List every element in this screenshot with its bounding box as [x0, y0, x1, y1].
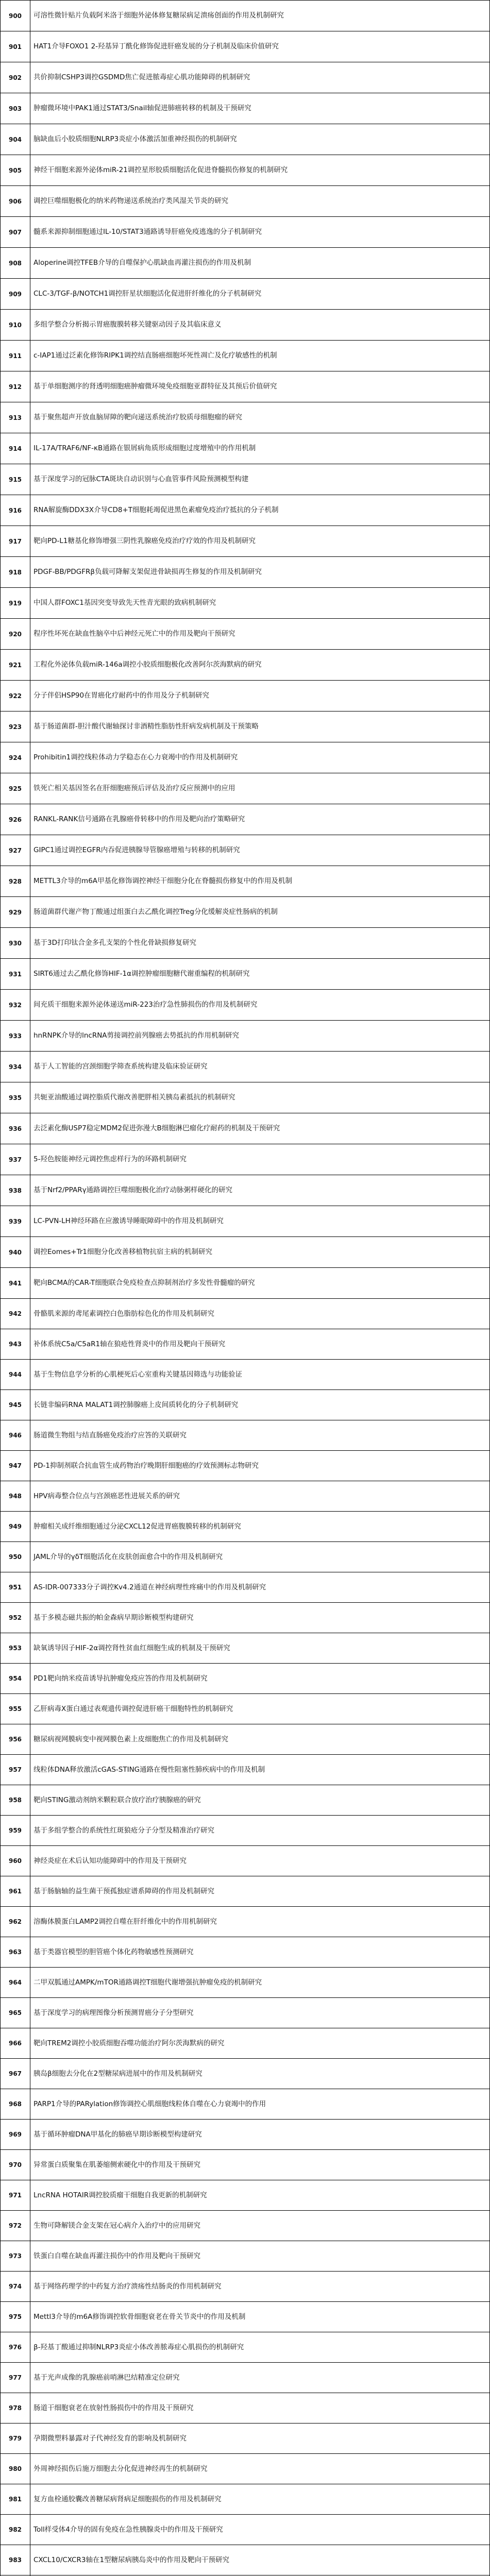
- project-title: AS-IDR-007333分子调控Kv4.2通道在神经病理性疼痛中的作用及机制研究: [30, 1572, 490, 1603]
- project-title: 共价抑制CSHP3调控GSDMD焦亡促进脓毒症心肌功能障碍的机制研究: [30, 62, 490, 93]
- row-number: 983: [1, 2545, 30, 2575]
- table-row: [1, 804, 490, 835]
- table-row: [1, 959, 490, 990]
- row-number: 910: [1, 310, 30, 341]
- row-number: 911: [1, 341, 30, 371]
- row-number: 960: [1, 1846, 30, 1876]
- row-number: 981: [1, 2484, 30, 2515]
- row-number: 967: [1, 2059, 30, 2089]
- row-number: 903: [1, 93, 30, 124]
- table-row: [1, 1052, 490, 1082]
- project-title: 髓系来源抑制细胞通过IL-10/STAT3通路诱导肝癌免疫逃逸的分子机制研究: [30, 217, 490, 248]
- row-number: 925: [1, 773, 30, 804]
- project-title: IL-17A/TRAF6/NF-κB通路在银屑病角质形成细胞过度增殖中的作用机制: [30, 433, 490, 464]
- table-row: [1, 1724, 490, 1755]
- table-row: [1, 1603, 490, 1633]
- row-number: 942: [1, 1299, 30, 1329]
- project-title: HPV病毒整合位点与宫颈癌恶性进展关系的研究: [30, 1481, 490, 1512]
- row-number: 924: [1, 742, 30, 773]
- project-title: β-羟基丁酸通过抑制NLRP3炎症小体改善脓毒症心肌损伤的机制研究: [30, 2332, 490, 2363]
- project-title: RANKL-RANK信号通路在乳腺癌骨转移中的作用及靶向治疗策略研究: [30, 804, 490, 835]
- table-row: [1, 1021, 490, 1052]
- project-title: 基于生物信息学分析的心肌梗死后心室重构关键基因筛选与功能验证: [30, 1360, 490, 1390]
- table-row: [1, 1816, 490, 1846]
- row-number: 978: [1, 2393, 30, 2424]
- table-row: [1, 866, 490, 897]
- row-number: 916: [1, 495, 30, 526]
- table-row: [1, 2545, 490, 2575]
- project-title: 长链非编码RNA MALAT1调控肺腺癌上皮间质转化的分子机制研究: [30, 1390, 490, 1420]
- table-row: [1, 1633, 490, 1664]
- table-row: [1, 2332, 490, 2363]
- row-number: 943: [1, 1329, 30, 1360]
- table-row: [1, 464, 490, 495]
- table-row: [1, 1144, 490, 1175]
- project-title: 中国人群FOXC1基因突变导致先天性青光眼的致病机制研究: [30, 588, 490, 619]
- project-title: 肠道微生物组与结直肠癌免疫治疗应答的关联研究: [30, 1420, 490, 1451]
- table-row: [1, 1451, 490, 1481]
- table-row: [1, 217, 490, 248]
- row-number: 957: [1, 1755, 30, 1785]
- row-number: 905: [1, 155, 30, 186]
- project-title: 孕期微塑料暴露对子代神经发育的影响及机制研究: [30, 2424, 490, 2454]
- row-number: 961: [1, 1876, 30, 1907]
- project-title: 基于3D打印钛合金多孔支架的个性化骨缺损修复研究: [30, 928, 490, 959]
- row-number: 934: [1, 1052, 30, 1082]
- row-number: 979: [1, 2424, 30, 2454]
- project-title: Aloperine调控TFEB介导的自噬保护心肌缺血再灌注损伤的作用及机制: [30, 248, 490, 279]
- project-title: HAT1介导FOXO1 2-羟基异丁酰化修饰促进肝癌发展的分子机制及临床价值研究: [30, 31, 490, 62]
- row-number: 954: [1, 1664, 30, 1694]
- project-title: 调控巨噬细胞极化的纳米药物递送系统治疗类风湿关节炎的研究: [30, 186, 490, 217]
- row-number: 902: [1, 62, 30, 93]
- project-title: 胰岛β细胞去分化在2型糖尿病进展中的作用及机制研究: [30, 2059, 490, 2089]
- row-number: 972: [1, 2211, 30, 2241]
- project-title: 5-羟色胺能神经元调控焦虑样行为的环路机制研究: [30, 1144, 490, 1175]
- project-title: JAML介导的γδT细胞活化在皮肤创面愈合中的作用及机制研究: [30, 1542, 490, 1572]
- project-title: 程序性坏死在缺血性脑卒中后神经元死亡中的作用及靶向干预研究: [30, 619, 490, 650]
- table-body: [1, 1, 490, 2576]
- table-row: [1, 990, 490, 1021]
- row-number: 955: [1, 1694, 30, 1724]
- table-row: [1, 1572, 490, 1603]
- project-title: 分子伴侣HSP90在胃癌化疗耐药中的作用及分子机制研究: [30, 681, 490, 711]
- project-title: PARP1介导的PARylation修饰调控心肌细胞线粒体自噬在心力衰竭中的作用: [30, 2089, 490, 2120]
- table-row: [1, 2454, 490, 2484]
- table-row: [1, 62, 490, 93]
- row-number: 901: [1, 31, 30, 62]
- project-title: 基于类器官模型的胆管癌个体化药物敏感性预测研究: [30, 1937, 490, 1968]
- row-number: 918: [1, 557, 30, 588]
- project-title: SIRT6通过去乙酰化修饰HIF-1α调控肿瘤细胞糖代谢重编程的机制研究: [30, 959, 490, 990]
- table-row: [1, 773, 490, 804]
- table-row: [1, 1907, 490, 1937]
- project-title: 靶向PD-L1糖基化修饰增强三阴性乳腺癌免疫治疗疗效的作用及机制研究: [30, 526, 490, 557]
- table-row: [1, 526, 490, 557]
- table-row: [1, 1755, 490, 1785]
- project-title: PD-1抑制剂联合抗血管生成药物治疗晚期肝细胞癌的疗效预测标志物研究: [30, 1451, 490, 1481]
- row-number: 921: [1, 650, 30, 681]
- table-row: [1, 2028, 490, 2059]
- project-title: 补体系统C5a/C5aR1轴在狼疮性肾炎中的作用及靶向干预研究: [30, 1329, 490, 1360]
- table-row: [1, 341, 490, 371]
- project-title: CLC-3/TGF-β/NOTCH1调控肝星状细胞活化促进肝纤维化的分子机制研究: [30, 279, 490, 310]
- table-row: [1, 2484, 490, 2515]
- row-number: 935: [1, 1082, 30, 1113]
- row-number: 914: [1, 433, 30, 464]
- row-number: 936: [1, 1113, 30, 1144]
- row-number: 977: [1, 2363, 30, 2393]
- project-title: CXCL10/CXCR3轴在1型糖尿病胰岛炎中的作用及靶向干预研究: [30, 2545, 490, 2575]
- row-number: 965: [1, 1998, 30, 2028]
- table-row: [1, 2424, 490, 2454]
- table-row: [1, 1937, 490, 1968]
- project-title: 基于网络药理学的中药复方治疗溃疡性结肠炎的作用机制研究: [30, 2272, 490, 2302]
- row-number: 907: [1, 217, 30, 248]
- table-row: [1, 2150, 490, 2180]
- project-title: 神经炎症在术后认知功能障碍中的作用及干预研究: [30, 1846, 490, 1876]
- table-row: [1, 279, 490, 310]
- table-row: [1, 1542, 490, 1572]
- project-title: 异常蛋白质聚集在肌萎缩侧索硬化中的作用及干预研究: [30, 2150, 490, 2180]
- row-number: 974: [1, 2272, 30, 2302]
- project-title: 肿瘤相关成纤维细胞通过分泌CXCL12促进胃癌腹膜转移的机制研究: [30, 1512, 490, 1542]
- project-title: 基于单细胞测序的肾透明细胞癌肿瘤微环境免疫细胞亚群特征及其预后价值研究: [30, 371, 490, 402]
- table-row: [1, 1694, 490, 1724]
- table-row: [1, 1113, 490, 1144]
- row-number: 964: [1, 1968, 30, 1998]
- row-number: 956: [1, 1724, 30, 1755]
- table-row: [1, 1299, 490, 1329]
- row-number: 928: [1, 866, 30, 897]
- row-number: 949: [1, 1512, 30, 1542]
- row-number: 937: [1, 1144, 30, 1175]
- row-number: 951: [1, 1572, 30, 1603]
- table-row: [1, 2393, 490, 2424]
- project-title: 复方血栓通胶囊改善糖尿病肾病足细胞损伤的作用及机制研究: [30, 2484, 490, 2515]
- table-row: [1, 928, 490, 959]
- project-title: 基于肠道菌群-胆汁酸代谢轴探讨非酒精性脂肪性肝病发病机制及干预策略: [30, 711, 490, 742]
- row-number: 938: [1, 1175, 30, 1206]
- table-row: [1, 1512, 490, 1542]
- table-row: [1, 650, 490, 681]
- row-number: 929: [1, 897, 30, 928]
- row-number: 909: [1, 279, 30, 310]
- project-title: 糖尿病视网膜病变中视网膜色素上皮细胞焦亡的作用及机制研究: [30, 1724, 490, 1755]
- project-title: 乙肝病毒X蛋白通过表观遗传调控促进肝癌干细胞特性的机制研究: [30, 1694, 490, 1724]
- row-number: 948: [1, 1481, 30, 1512]
- row-number: 941: [1, 1268, 30, 1299]
- table-row: [1, 557, 490, 588]
- row-number: 930: [1, 928, 30, 959]
- row-number: 919: [1, 588, 30, 619]
- project-title: 靶向BCMA的CAR-T细胞联合免疫检查点抑制剂治疗多发性骨髓瘤的研究: [30, 1268, 490, 1299]
- project-title: 去泛素化酶USP7稳定MDM2促进弥漫大B细胞淋巴瘤化疗耐药的机制及干预研究: [30, 1113, 490, 1144]
- project-title: 基于Nrf2/PPARγ通路调控巨噬细胞极化治疗动脉粥样硬化的研究: [30, 1175, 490, 1206]
- table-row: [1, 1360, 490, 1390]
- row-number: 927: [1, 835, 30, 866]
- project-title: 二甲双胍通过AMPK/mTOR通路调控T细胞代谢增强抗肿瘤免疫的机制研究: [30, 1968, 490, 1998]
- row-number: 953: [1, 1633, 30, 1664]
- project-title: 多组学整合分析揭示胃癌腹膜转移关键驱动因子及其临床意义: [30, 310, 490, 341]
- table-row: [1, 1, 490, 31]
- row-number: 970: [1, 2150, 30, 2180]
- row-number: 958: [1, 1785, 30, 1816]
- project-title: 肿瘤微环境中PAK1通过STAT3/Snail轴促进肺癌转移的机制及干预研究: [30, 93, 490, 124]
- row-number: 963: [1, 1937, 30, 1968]
- project-title: Mettl3介导的m6A修饰调控软骨细胞衰老在骨关节炎中的作用及机制: [30, 2302, 490, 2332]
- table-row: [1, 2302, 490, 2332]
- row-number: 968: [1, 2089, 30, 2120]
- table-row: [1, 1082, 490, 1113]
- project-title: 脑缺血后小胶质细胞NLRP3炎症小体激活加重神经损伤的机制研究: [30, 124, 490, 155]
- table-row: [1, 93, 490, 124]
- table-row: [1, 711, 490, 742]
- project-title: 靶向TREM2调控小胶质细胞吞噬功能治疗阿尔茨海默病的研究: [30, 2028, 490, 2059]
- project-title: 肠道干细胞衰老在放射性肠损伤中的作用及干预研究: [30, 2393, 490, 2424]
- table-row: [1, 1968, 490, 1998]
- row-number: 915: [1, 464, 30, 495]
- project-title: 生物可降解镁合金支架在冠心病介入治疗中的应用研究: [30, 2211, 490, 2241]
- project-title: PDGF-BB/PDGFRβ负载可降解支架促进骨缺损再生修复的作用及机制研究: [30, 557, 490, 588]
- project-title: 线粒体DNA释放激活cGAS-STING通路在慢性阻塞性肺疾病中的作用及机制: [30, 1755, 490, 1785]
- row-number: 931: [1, 959, 30, 990]
- table-row: [1, 2059, 490, 2089]
- project-title: 调控Eomes+Tr1细胞分化改善移植物抗宿主病的机制研究: [30, 1237, 490, 1268]
- table-row: [1, 371, 490, 402]
- table-row: [1, 2515, 490, 2545]
- project-title: c-IAP1通过泛素化修饰RIPK1调控结直肠癌细胞坏死性凋亡及化疗敏感性的机制: [30, 341, 490, 371]
- project-title: RNA解旋酶DDX3X介导CD8+T细胞耗竭促进黑色素瘤免疫治疗抵抗的分子机制: [30, 495, 490, 526]
- table-row: [1, 248, 490, 279]
- row-number: 945: [1, 1390, 30, 1420]
- row-number: 973: [1, 2241, 30, 2272]
- project-title: 铁死亡相关基因签名在肝细胞癌预后评估及治疗反应预测中的应用: [30, 773, 490, 804]
- project-title: 间充质干细胞来源外泌体递送miR-223治疗急性肺损伤的作用及机制研究: [30, 990, 490, 1021]
- project-title: 神经干细胞来源外泌体miR-21调控星形胶质细胞活化促进脊髓损伤修复的机制研究: [30, 155, 490, 186]
- table-row: [1, 310, 490, 341]
- table-row: [1, 1268, 490, 1299]
- project-title: 铁蛋白自噬在缺血再灌注损伤中的作用及靶向干预研究: [30, 2241, 490, 2272]
- row-number: 922: [1, 681, 30, 711]
- row-number: 933: [1, 1021, 30, 1052]
- project-title: 基于多模态磁共振的帕金森病早期诊断模型构建研究: [30, 1603, 490, 1633]
- row-number: 962: [1, 1907, 30, 1937]
- table-row: [1, 2241, 490, 2272]
- project-title: 基于肠脑轴的益生菌干预孤独症谱系障碍的作用及机制研究: [30, 1876, 490, 1907]
- row-number: 900: [1, 1, 30, 31]
- table-row: [1, 1785, 490, 1816]
- row-number: 959: [1, 1816, 30, 1846]
- table-row: [1, 495, 490, 526]
- project-title: 基于深度学习的冠脉CTA斑块自动识别与心血管事件风险预测模型构建: [30, 464, 490, 495]
- table-row: [1, 433, 490, 464]
- table-row: [1, 2272, 490, 2302]
- row-number: 975: [1, 2302, 30, 2332]
- project-title: Prohibitin1调控线粒体动力学稳态在心力衰竭中的作用及机制研究: [30, 742, 490, 773]
- row-number: 946: [1, 1420, 30, 1451]
- project-title: PD1靶向纳米疫苗诱导抗肿瘤免疫应答的作用及机制研究: [30, 1664, 490, 1694]
- project-title: 可溶性微针贴片负载阿米洛于细胞外泌体修复糖尿病足溃疡创面的作用及机制研究: [30, 1, 490, 31]
- project-title: LC-PVN-LH神经环路在应激诱导睡眠障碍中的作用及机制研究: [30, 1206, 490, 1237]
- project-title: LncRNA HOTAIR调控胶质瘤干细胞自我更新的机制研究: [30, 2180, 490, 2211]
- project-title: 基于多组学整合的系统性红斑狼疮分子分型及精准治疗研究: [30, 1816, 490, 1846]
- table-row: [1, 1206, 490, 1237]
- row-number: 906: [1, 186, 30, 217]
- project-title: 外周神经损伤后施万细胞去分化促进神经再生的机制研究: [30, 2454, 490, 2484]
- table-row: [1, 835, 490, 866]
- project-title: 基于人工智能的宫颈细胞学筛查系统构建及临床验证研究: [30, 1052, 490, 1082]
- project-title: Toll样受体4介导的固有免疫在急性胰腺炎中的作用及干预研究: [30, 2515, 490, 2545]
- row-number: 908: [1, 248, 30, 279]
- table-row: [1, 1998, 490, 2028]
- table-row: [1, 1390, 490, 1420]
- table-row: [1, 1664, 490, 1694]
- project-title: 工程化外泌体负载miR-146a调控小胶质细胞极化改善阿尔茨海默病的研究: [30, 650, 490, 681]
- row-number: 947: [1, 1451, 30, 1481]
- row-number: 940: [1, 1237, 30, 1268]
- project-title: METTL3介导的m6A甲基化修饰调控神经干细胞分化在脊髓损伤修复中的作用及机制: [30, 866, 490, 897]
- table-row: [1, 1420, 490, 1451]
- project-title: 基于深度学习的病理图像分析预测胃癌分子分型研究: [30, 1998, 490, 2028]
- row-number: 980: [1, 2454, 30, 2484]
- row-number: 912: [1, 371, 30, 402]
- project-title: 溶酶体膜蛋白LAMP2调控自噬在肝纤维化中的作用机制研究: [30, 1907, 490, 1937]
- project-title: 骨骼肌来源的鸢尾素调控白色脂肪棕色化的作用及机制研究: [30, 1299, 490, 1329]
- table-row: [1, 1481, 490, 1512]
- project-title: hnRNPK介导的lncRNA剪接调控前列腺癌去势抵抗的作用机制研究: [30, 1021, 490, 1052]
- row-number: 969: [1, 2120, 30, 2150]
- table-row: [1, 619, 490, 650]
- row-number: 926: [1, 804, 30, 835]
- table-row: [1, 1876, 490, 1907]
- row-number: 923: [1, 711, 30, 742]
- table-row: [1, 742, 490, 773]
- row-number: 950: [1, 1542, 30, 1572]
- table-row: [1, 1175, 490, 1206]
- row-number: 976: [1, 2332, 30, 2363]
- row-number: 904: [1, 124, 30, 155]
- table-row: [1, 2180, 490, 2211]
- project-title: 基于聚焦超声开放血脑屏障的靶向递送系统治疗胶质母细胞瘤的研究: [30, 402, 490, 433]
- row-number: 939: [1, 1206, 30, 1237]
- project-title: 基于循环肿瘤DNA甲基化的肺癌早期诊断模型构建研究: [30, 2120, 490, 2150]
- table-row: [1, 186, 490, 217]
- table-row: [1, 155, 490, 186]
- table-row: [1, 588, 490, 619]
- project-title: 靶向STING激动剂纳米颗粒联合放疗治疗胰腺癌的研究: [30, 1785, 490, 1816]
- row-number: 971: [1, 2180, 30, 2211]
- project-title: GIPC1通过调控EGFR内吞促进胰腺导管腺癌增殖与转移的机制研究: [30, 835, 490, 866]
- table-row: [1, 1237, 490, 1268]
- row-number: 920: [1, 619, 30, 650]
- table-row: [1, 897, 490, 928]
- table-row: [1, 2211, 490, 2241]
- row-number: 952: [1, 1603, 30, 1633]
- project-title: 基于光声成像的乳腺癌前哨淋巴结精准定位研究: [30, 2363, 490, 2393]
- table-row: [1, 2120, 490, 2150]
- project-title: 缺氧诱导因子HIF-2α调控肾性贫血红细胞生成的机制及干预研究: [30, 1633, 490, 1664]
- table-row: [1, 2089, 490, 2120]
- table-row: [1, 681, 490, 711]
- table-row: [1, 31, 490, 62]
- row-number: 913: [1, 402, 30, 433]
- row-number: 982: [1, 2515, 30, 2545]
- table-row: [1, 1846, 490, 1876]
- table-row: [1, 124, 490, 155]
- row-number: 932: [1, 990, 30, 1021]
- table-row: [1, 402, 490, 433]
- project-title: 肠道菌群代谢产物丁酸通过组蛋白去乙酰化调控Treg分化缓解炎症性肠病的机制: [30, 897, 490, 928]
- table-row: [1, 1329, 490, 1360]
- project-title: 共轭亚油酸通过调控脂质代谢改善肥胖相关胰岛素抵抗的机制研究: [30, 1082, 490, 1113]
- row-number: 917: [1, 526, 30, 557]
- row-number: 966: [1, 2028, 30, 2059]
- table-row: [1, 2363, 490, 2393]
- row-number: 944: [1, 1360, 30, 1390]
